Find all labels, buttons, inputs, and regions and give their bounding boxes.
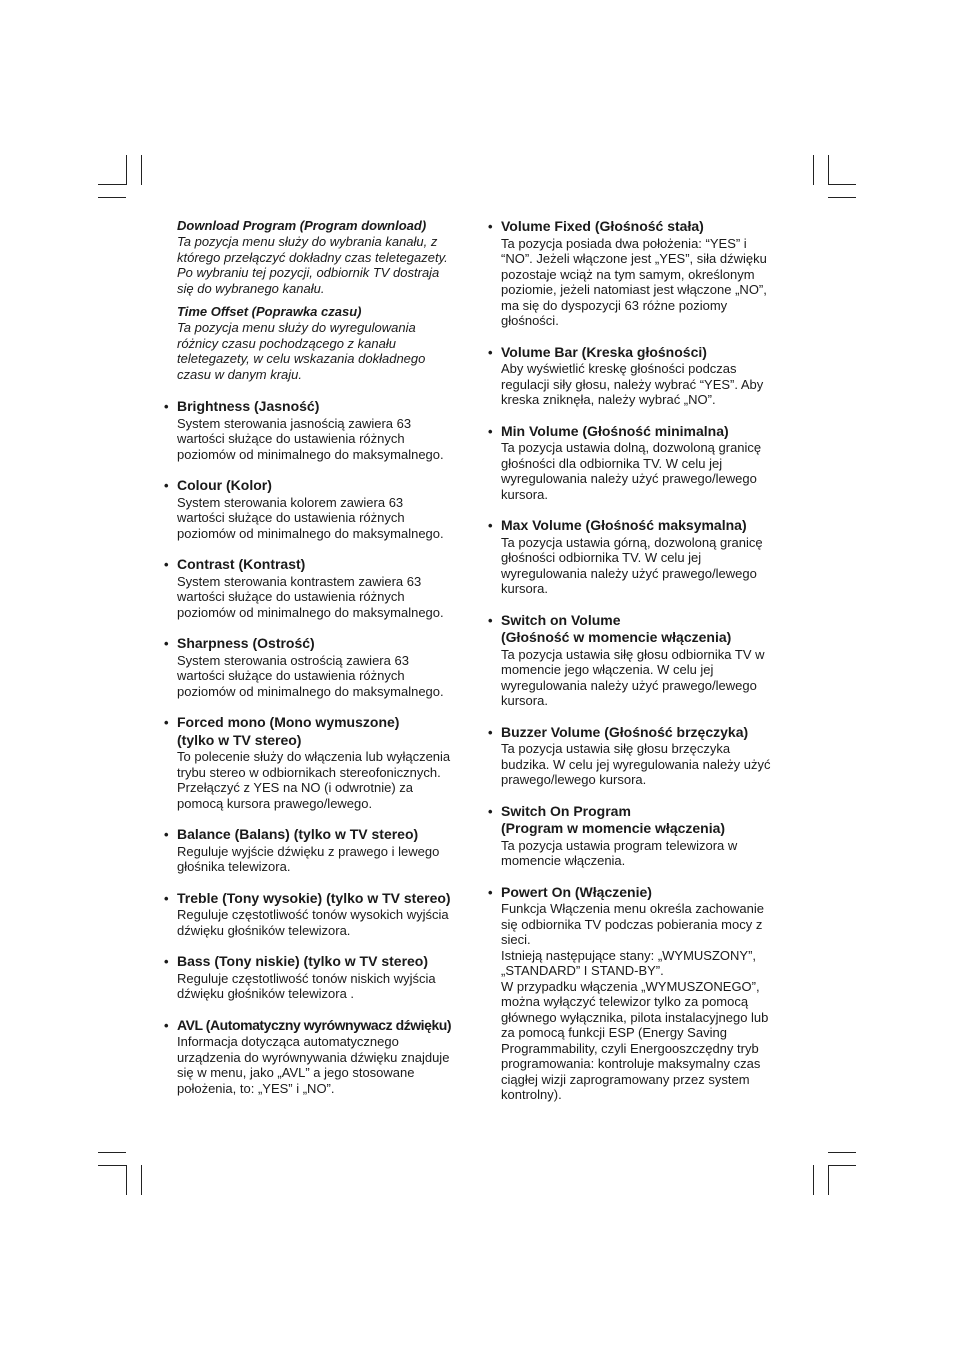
item-body: To polecenie służy do włączenia lub wyłączenia trybu stereo w odbiornikach stereofonicznych. Przełączyć z YES na NO (i odwrotnie) za pomocą kursora prawego/lewego. — [177, 749, 451, 811]
item-body: System sterowania jasnością zawiera 63 wartości służące do ustawienia różnych poziomów od minimalnego do maksymalnego. — [177, 415, 444, 462]
item-body: Ta pozycja ustawia program telewizora w momencie włączenia. — [501, 837, 738, 868]
item-contrast — [164, 556, 474, 620]
crop-mark-top-right-vertical — [828, 155, 829, 185]
bullet: • — [488, 344, 493, 360]
crop-mark-bottom-left-vertical-outer — [141, 1165, 142, 1195]
bullet: • — [488, 612, 493, 628]
bullet: • — [164, 890, 169, 906]
item-body: Funkcja Włączenia menu określa zachowanie się odbiornika TV podczas pobierania mocy z sieci. Istnieją następujące stany: „WYMUSZONY”, „STANDARD” I STAND-BY”. W przypadku włączenia „WYMUSZONEGO”, można wyłączyć telewizor tylko za pomocą głównego wyłącznika, pilota instalacyjnego lub za pomocą funkcji ESP (Energy Saving Programmability, czyli Energooszczędny tryb programowania: kontroluje maksymalny czas ciągłej wizji zaprogramowany przez system kontrolny). — [501, 901, 769, 1102]
crop-mark-top-left-horizontal — [98, 184, 126, 185]
item-bass — [164, 953, 474, 1002]
item-title: Switch on Volume (Głośność w momencie włączenia) — [501, 611, 732, 645]
item-body: Ta pozycja ustawia dolną, dozwoloną granicę głośności dla odbiornika TV. W celu jej wyregulowania należy użyć prawego/lewego kursora. — [501, 440, 762, 502]
subsection-download-program — [177, 218, 474, 296]
item-title: Bass (Tony niskie) (tylko w TV stereo) — [177, 953, 429, 969]
subsection-time-offset — [177, 304, 474, 382]
item-title: Max Volume (Głośność maksymalna) — [501, 517, 747, 533]
item-body: Reguluje częstotliwość tonów niskich wyjścia dźwięku głośników telewizora . — [177, 970, 436, 1001]
crop-mark-bottom-left-horizontal — [98, 1165, 126, 1166]
bullet: • — [488, 724, 493, 740]
item-min-volume — [488, 423, 793, 503]
crop-mark-bottom-right-horizontal — [828, 1165, 856, 1166]
item-body: Ta pozycja ustawia górną, dozwoloną granicę głośności odbiornika TV. W celu jej wyregulowania należy użyć prawego/lewego kursora. — [501, 534, 763, 596]
crop-mark-bottom-right-horizontal-outer — [828, 1152, 856, 1153]
crop-mark-bottom-left-horizontal-outer — [98, 1152, 126, 1153]
bullet: • — [488, 803, 493, 819]
crop-mark-bottom-right-vertical — [828, 1165, 829, 1195]
item-title: Sharpness (Ostrość) — [177, 635, 315, 651]
item-body: Ta pozycja ustawia siłę głosu brzęczyka budzika. W celu jej wyregulowania należy użyć prawego/lewego kursora. — [501, 741, 771, 787]
bullet: • — [164, 478, 169, 493]
item-title: Min Volume (Głośność minimalna) — [501, 422, 729, 439]
item-switch-on-volume — [488, 612, 793, 709]
item-body: System sterowania ostrością zawiera 63 wartości służące do ustawienia różnych poziomów od minimalnego do maksymalnego. — [177, 652, 444, 699]
bullet: • — [164, 399, 169, 414]
item-body: Ta pozycja posiada dwa położenia: “YES” i “NO”. Jeżeli włączone jest „YES”, siła dźwięku pozostaje wciąż na tym samym, określonym poziomie, jeżeli natomiast jest włączone „NO”, ma się do dyspozycji 63 różne poziomy głośności. — [501, 235, 767, 328]
item-power-on — [488, 884, 793, 1103]
item-title: AVL (Automatyczny wyrównywacz dźwięku) — [177, 1016, 452, 1033]
bullet: • — [488, 518, 493, 533]
item-title: Balance (Balans) (tylko w TV stereo) — [177, 826, 419, 842]
bullet: • — [164, 1017, 169, 1033]
bullet: • — [488, 884, 493, 900]
crop-mark-top-left-vertical — [126, 155, 127, 185]
bullet: • — [164, 557, 169, 572]
subsection-title: Download Program (Program download) — [177, 218, 427, 233]
bullet: • — [164, 827, 169, 842]
item-volume-fixed — [488, 218, 793, 329]
item-body: Ta pozycja ustawia siłę głosu odbiornika TV w momencie jego włączenia. W celu jej wyregulowania należy użyć prawego/lewego kursora. — [501, 646, 765, 708]
left-column — [164, 218, 474, 1111]
bullet: • — [488, 219, 493, 234]
item-body: Aby wyświetlić kreskę głośności podczas regulacji siły głosu, należy wybrać “YES”. Aby kreska zniknęła, należy wybrać „NO”. — [501, 361, 764, 407]
item-title: Brightness (Jasność) — [177, 398, 320, 414]
item-sharpness — [164, 635, 474, 699]
item-body: System sterowania kolorem zawiera 63 wartości służące do ustawienia różnych poziomów od minimalnego do maksymalnego. — [177, 494, 444, 541]
item-avl — [164, 1017, 474, 1097]
item-max-volume — [488, 517, 793, 597]
item-title: Colour (Kolor) — [177, 477, 272, 493]
item-buzzer-volume — [488, 724, 793, 788]
item-volume-bar — [488, 344, 793, 408]
subsection-title: Time Offset (Poprawka czasu) — [177, 304, 362, 319]
item-title: Buzzer Volume (Głośność brzęczyka) — [501, 723, 749, 740]
item-title: Contrast (Kontrast) — [177, 556, 306, 572]
item-treble — [164, 890, 474, 939]
crop-mark-top-right-horizontal — [828, 184, 856, 185]
crop-mark-bottom-right-vertical-outer — [813, 1165, 814, 1195]
item-body: System sterowania kontrastem zawiera 63 wartości służące do ustawienia różnych poziomów od minimalnego do maksymalnego. — [177, 573, 444, 620]
item-colour — [164, 477, 474, 541]
crop-mark-bottom-left-vertical — [126, 1165, 127, 1195]
bullet: • — [164, 636, 169, 651]
item-title: Powert On (Włączenie) — [501, 883, 652, 900]
item-switch-on-program — [488, 803, 793, 869]
crop-mark-top-right-horizontal-outer — [828, 197, 856, 198]
bullet: • — [164, 715, 169, 730]
item-brightness — [164, 398, 474, 462]
item-body: Reguluje częstotliwość tonów wysokich wyjścia dźwięku głośników telewizora. — [177, 907, 449, 938]
item-forced-mono — [164, 714, 474, 811]
item-title: Forced mono (Mono wymuszone) (tylko w TV stereo) — [177, 714, 400, 748]
item-title: Volume Fixed (Głośność stała) — [501, 218, 704, 234]
subsection-body: Ta pozycja menu służy do wyregulowania różnicy czasu pochodzącego z kanału teletegazety, w celu wskazania dokładnego czasu w danym kraju. — [177, 320, 426, 382]
item-balance — [164, 826, 474, 875]
bullet: • — [164, 954, 169, 969]
item-title: Treble (Tony wysokie) (tylko w TV stereo) — [177, 889, 451, 906]
item-title: Switch On Program (Program w momencie włączenia) — [501, 802, 726, 836]
right-column — [488, 218, 793, 1118]
crop-mark-top-left-horizontal-outer — [98, 197, 126, 198]
item-title: Volume Bar (Kreska głośności) — [501, 343, 707, 360]
subsection-body: Ta pozycja menu służy do wybrania kanału, z którego przełączyć dokładny czas teletegazety. Po wybraniu tej pozycji, odbiornik TV dostraja się do wybranego kanału. — [177, 234, 448, 296]
bullet: • — [488, 423, 493, 439]
crop-mark-top-right-vertical-outer — [813, 155, 814, 185]
item-body: Reguluje wyjście dźwięku z prawego i lewego głośnika telewizora. — [177, 843, 440, 874]
item-body: Informacja dotycząca automatycznego urządzenia do wyrównywania dźwięku znajduje się w menu, jako „AVL” a jego stosowane położenia, to: „YES” i „NO”. — [177, 1034, 450, 1096]
crop-mark-top-left-vertical-outer — [141, 155, 142, 185]
